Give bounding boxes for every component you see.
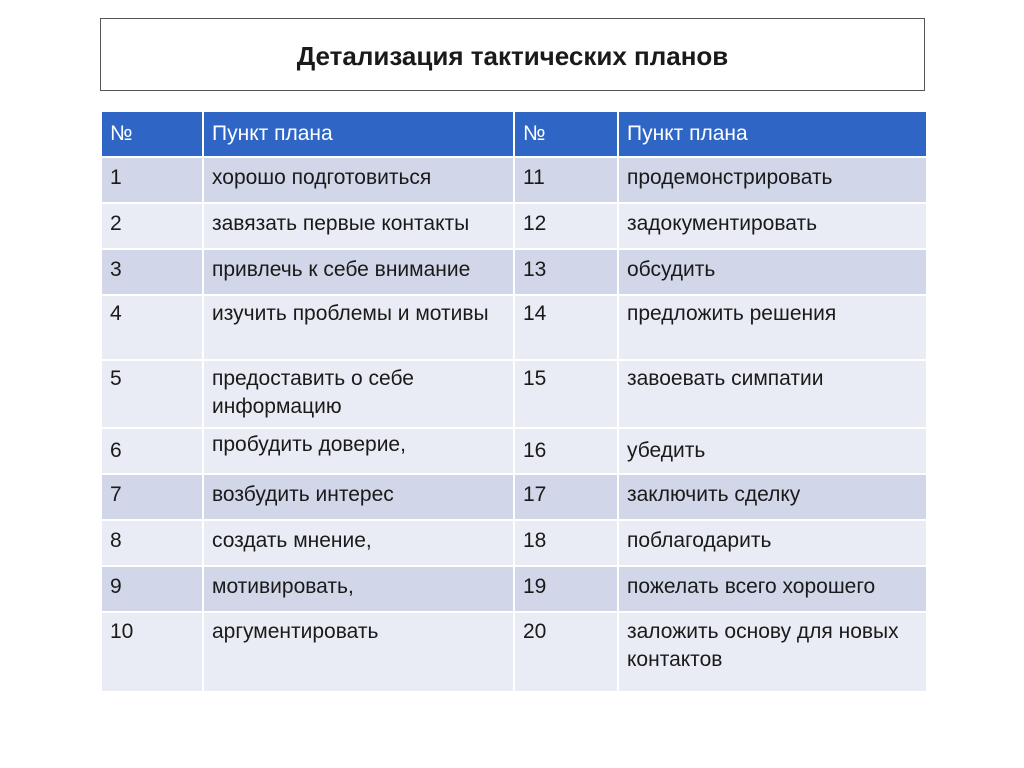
row-number-right: 15 (514, 360, 618, 428)
title-box (100, 18, 925, 91)
row-number-right: 11 (514, 157, 618, 203)
plan-table (100, 110, 928, 693)
row-item-left: предоставить о себе информацию (203, 360, 514, 428)
table-row (101, 203, 927, 249)
row-number-left: 7 (101, 474, 203, 520)
row-number-right: 16 (514, 428, 618, 474)
row-number-left: 9 (101, 566, 203, 612)
row-item-right: продемонстрировать (618, 157, 927, 203)
row-number-left: 3 (101, 249, 203, 295)
row-number-right: 13 (514, 249, 618, 295)
table-row (101, 249, 927, 295)
row-item-right: заключить сделку (618, 474, 927, 520)
row-number-right: 17 (514, 474, 618, 520)
row-item-left: изучить проблемы и мотивы (203, 295, 514, 360)
row-number-right: 19 (514, 566, 618, 612)
row-number-right: 14 (514, 295, 618, 360)
table-row (101, 520, 927, 566)
row-item-left: создать мнение, (203, 520, 514, 566)
row-item-right: завоевать симпатии (618, 360, 927, 428)
row-item-right: задокументировать (618, 203, 927, 249)
row-item-right: заложить основу для новых контактов (618, 612, 927, 692)
table-header-row (101, 111, 927, 157)
row-number-right: 18 (514, 520, 618, 566)
row-item-left: пробудить доверие, (203, 428, 514, 474)
row-number-right: 20 (514, 612, 618, 692)
row-item-left: аргументировать (203, 612, 514, 692)
table-row (101, 157, 927, 203)
row-item-left: мотивировать, (203, 566, 514, 612)
row-number-left: 5 (101, 360, 203, 428)
table-row (101, 474, 927, 520)
row-item-right: обсудить (618, 249, 927, 295)
row-item-left: возбудить интерес (203, 474, 514, 520)
row-item-left: привлечь к себе внимание (203, 249, 514, 295)
row-number-left: 8 (101, 520, 203, 566)
header-item-left: Пункт плана (203, 111, 514, 157)
row-number-left: 4 (101, 295, 203, 360)
table-row (101, 612, 927, 692)
row-number-left: 10 (101, 612, 203, 692)
table-row (101, 295, 927, 360)
row-item-right: убедить (618, 428, 927, 474)
row-number-left: 6 (101, 428, 203, 474)
table-row (101, 428, 927, 474)
row-item-right: предложить решения (618, 295, 927, 360)
row-item-right: поблагодарить (618, 520, 927, 566)
row-number-left: 2 (101, 203, 203, 249)
row-item-left: хорошо подготовиться (203, 157, 514, 203)
row-number-left: 1 (101, 157, 203, 203)
row-item-left: завязать первые контакты (203, 203, 514, 249)
header-item-right: Пункт плана (618, 111, 927, 157)
row-item-right: пожелать всего хорошего (618, 566, 927, 612)
table-row (101, 360, 927, 428)
table-row (101, 566, 927, 612)
row-number-right: 12 (514, 203, 618, 249)
header-number-right: № (514, 111, 618, 157)
header-number-left: № (101, 111, 203, 157)
slide-title: Детализация тактических планов (296, 41, 729, 71)
